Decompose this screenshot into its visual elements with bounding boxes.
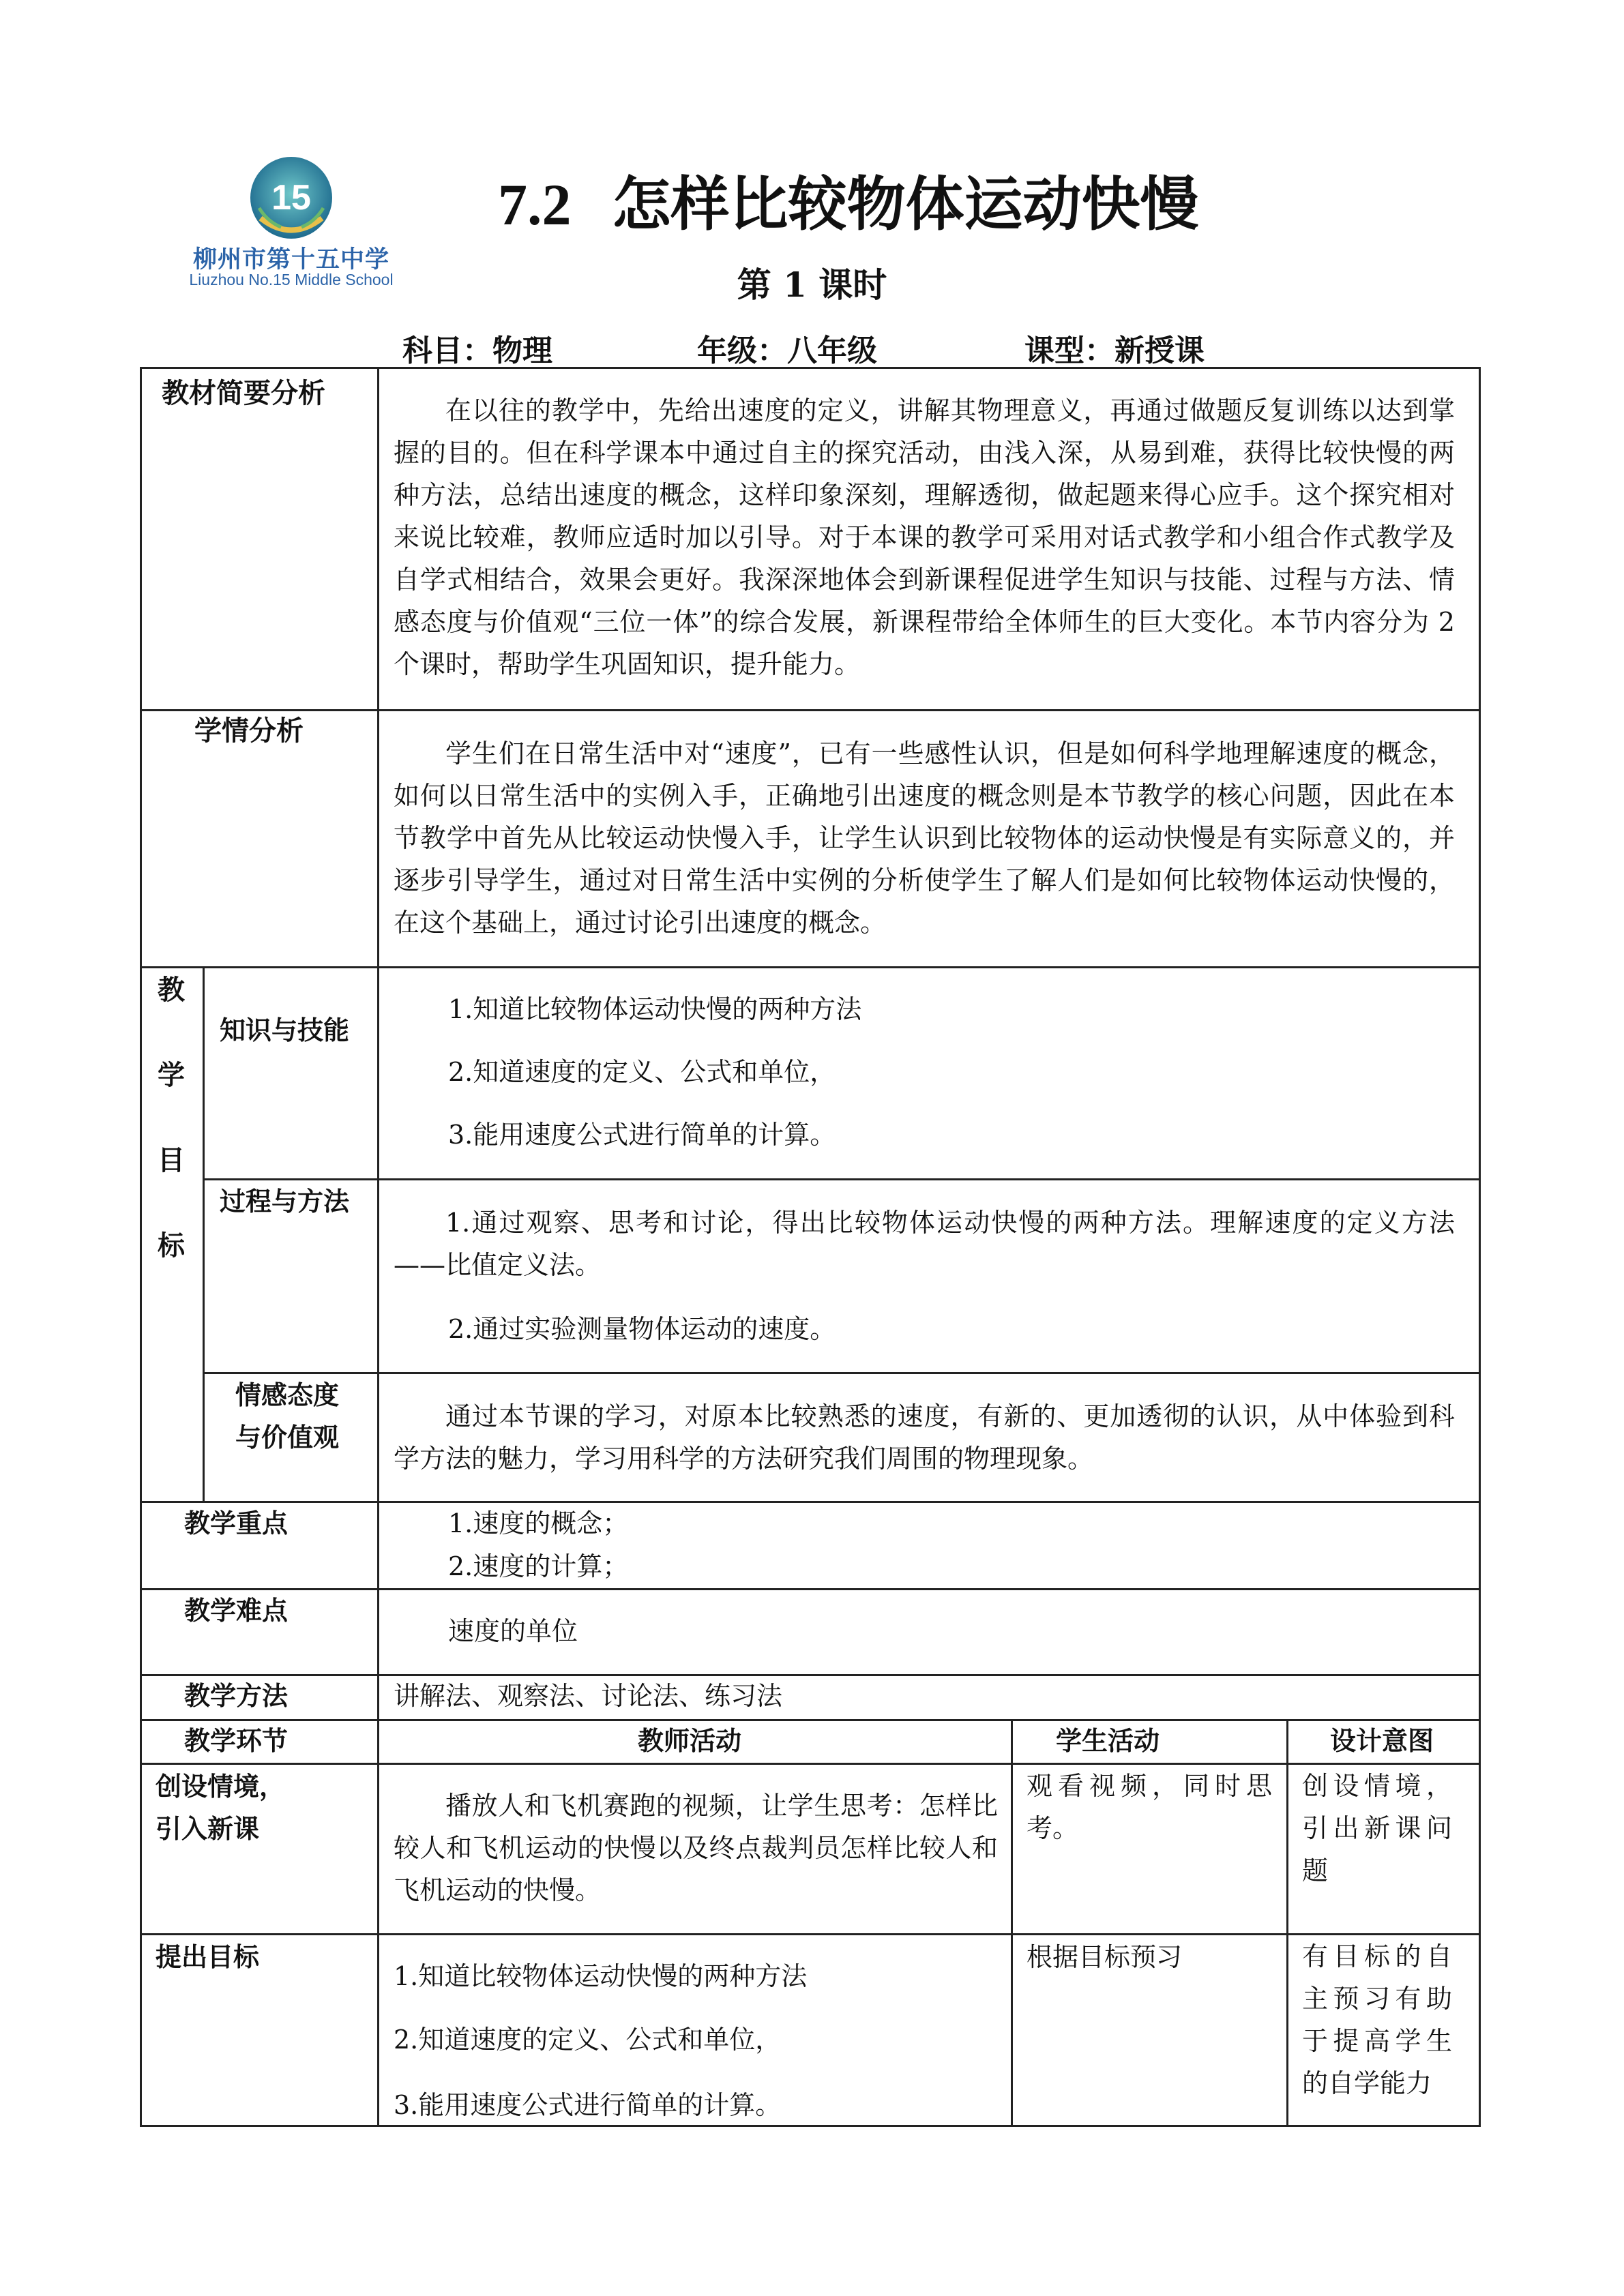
school-name-en: Liuzhou No.15 Middle School	[189, 271, 394, 288]
key-point-item: 2.速度的计算；	[448, 1551, 629, 1581]
row-divider	[140, 1933, 1481, 1935]
emotion-label-line1: 情感态度	[235, 1380, 340, 1410]
header-teacher: 教师活动	[638, 1726, 742, 1756]
students-text: 学生们在日常生活中对“速度”，已有一些感性认识，但是如何科学地理解速度的概念，如何以日常生活中的实例入手，正确地引出速度的概念则是本节教学的核心问题，因此在本节教学中首先从比较运动快慢入手，让学生认识到比较物体的运动快慢是有实际意义的，并逐步引导学生，通过对日常生活中实例的分析使学生了解人们是如何比较物体运动快慢的，在这个基础上，通过讨论引出速度的概念。	[394, 739, 1455, 938]
lesson-type-field: 课型：新授课	[1024, 333, 1205, 368]
row-divider	[140, 1501, 1481, 1503]
emotion-text: 通过本节课的学习，对原本比较熟悉的速度，有新的、更加透彻的认识，从中体验到科学方法的魅力，学习用科学的方法研究我们周围的物理现象。	[394, 1401, 1455, 1474]
lesson-period: 第 1 课时	[737, 265, 887, 305]
knowledge-item: 2.知道速度的定义、公式和单位，	[448, 1057, 836, 1087]
grade-field: 年级：八年级	[697, 333, 877, 368]
emotion-label-line2: 与价值观	[235, 1422, 340, 1452]
knowledge-item: 3.能用速度公式进行简单的计算。	[448, 1120, 836, 1150]
row-divider	[140, 1588, 1481, 1590]
process-item: 1.通过观察、思考和讨论，得出比较物体运动快慢的两种方法。理解速度的定义方法——比值定义法。	[394, 1208, 1455, 1280]
teacher-row2-item: 3.能用速度公式进行简单的计算。	[394, 2090, 782, 2120]
methods-label: 教学方法	[184, 1681, 289, 1711]
goals-label-char: 教	[158, 974, 185, 1006]
teacher-row2-item: 2.知道速度的定义、公式和单位，	[394, 2025, 782, 2055]
teacher-row1: 播放人和飞机赛跑的视频，让学生思考：怎样比较人和飞机运动的快慢以及终点裁判员怎样比较人和飞机运动的快慢。	[394, 1791, 998, 1905]
stage-row1-line1: 创设情境，	[156, 1772, 286, 1802]
row-divider	[203, 1372, 1481, 1374]
column-divider	[1011, 1719, 1013, 2127]
teacher-row2-item: 1.知道比较物体运动快慢的两种方法	[394, 1961, 808, 1991]
students-label: 学情分析	[194, 715, 304, 747]
difficulty-label: 教学难点	[184, 1596, 289, 1626]
row-divider	[203, 1178, 1481, 1180]
title-text: 怎样比较物体运动快慢	[612, 170, 1199, 239]
row-divider	[140, 709, 1481, 711]
stage-row1-line2: 引入新课	[156, 1814, 260, 1844]
process-label: 过程与方法	[220, 1187, 350, 1217]
goals-label-char: 标	[158, 1230, 185, 1262]
intent-row1: 创设情境，引出新课问题	[1302, 1771, 1452, 1885]
row-divider	[140, 1674, 1481, 1676]
stage-row2: 提出目标	[156, 1942, 260, 1972]
header-stage: 教学环节	[184, 1726, 289, 1756]
title-number: 7.2	[498, 172, 572, 237]
key-points-label: 教学重点	[184, 1508, 289, 1538]
row-divider	[140, 1719, 1481, 1721]
intent-row2: 有目标的自主预习有助于提高学生的自学能力	[1302, 1941, 1452, 2098]
column-divider	[1286, 1719, 1288, 2127]
difficulty-text: 速度的单位	[448, 1616, 578, 1646]
goals-label-char: 目	[158, 1145, 185, 1176]
methods-text: 讲解法、观察法、讨论法、练习法	[394, 1681, 783, 1711]
key-point-item: 1.速度的概念；	[448, 1508, 629, 1538]
row-divider	[140, 966, 1481, 968]
svg-text:15: 15	[271, 178, 311, 218]
process-item: 2.通过实验测量物体运动的速度。	[448, 1314, 836, 1344]
school-name-cn: 柳州市第十五中学	[192, 246, 389, 273]
student-row2: 根据目标预习	[1027, 1942, 1183, 1972]
analysis-text: 在以往的教学中，先给出速度的定义，讲解其物理意义，再通过做题反复训练以达到掌握的目的。但在科学课本中通过自主的探究活动，由浅入深，从易到难，获得比较快慢的两种方法，总结出速度的概念，这样印象深刻，理解透彻，做起题来得心应手。这个探究相对来说比较难，教师应适时加以引导。对于本课的教学可采用对话式教学和小组合作式教学及自学式相结合，效果会更好。我深深地体会到新课程促进学生知识与技能、过程与方法、情感态度与价值观“三位一体”的综合发展，新课程带给全体师生的巨大变化。本节内容分为 2 个课时，帮助学生巩固知识，提升能力。	[394, 396, 1455, 679]
goals-label-char: 学	[158, 1060, 185, 1091]
subject-field: 科目：物理	[402, 333, 552, 368]
analysis-label: 教材简要分析	[162, 378, 325, 409]
header-student: 学生活动	[1056, 1726, 1160, 1756]
header-intent: 设计意图	[1330, 1726, 1434, 1756]
knowledge-label: 知识与技能	[220, 1015, 350, 1045]
school-emblem-icon	[247, 153, 336, 242]
lesson-title	[498, 157, 1199, 241]
column-divider	[203, 966, 205, 1501]
knowledge-item: 1.知道比较物体运动快慢的两种方法	[448, 994, 862, 1024]
student-row1: 观看视频，同时思考。	[1027, 1771, 1272, 1843]
row-divider	[140, 1763, 1481, 1765]
column-divider	[377, 367, 379, 2127]
